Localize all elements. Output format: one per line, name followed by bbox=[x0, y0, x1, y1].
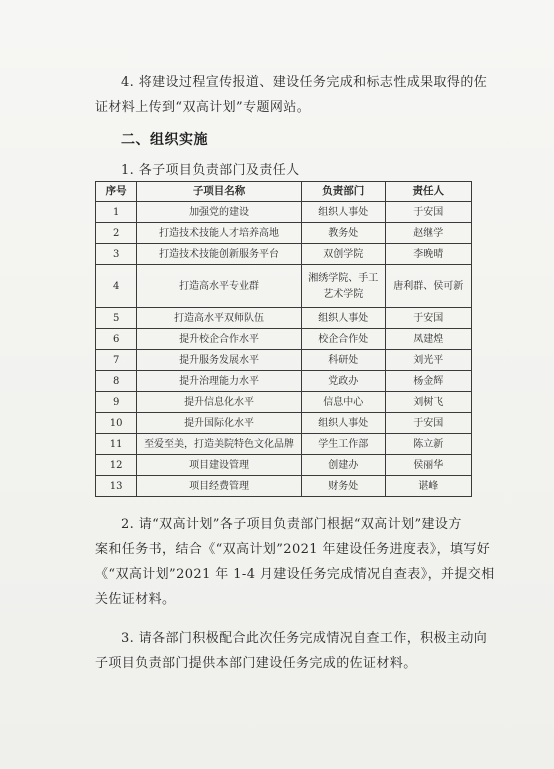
cell-dept-line: 艺术学院 bbox=[323, 288, 364, 300]
cell-no: 9 bbox=[96, 392, 137, 413]
cell-resp: 于安国 bbox=[385, 202, 471, 223]
header-dept: 负责部门 bbox=[301, 182, 385, 202]
cell-no: 10 bbox=[96, 413, 137, 434]
cell-resp: 刘光平 bbox=[385, 350, 471, 371]
cell-dept: 信息中心 bbox=[301, 392, 385, 413]
cell-name: 打造高水平双师队伍 bbox=[137, 308, 302, 329]
section-heading: 二、组织实施 bbox=[121, 132, 208, 148]
cell-name: 提升国际化水平 bbox=[137, 413, 302, 434]
table-row bbox=[96, 413, 472, 434]
cell-name: 项目建设管理 bbox=[137, 455, 302, 476]
table-row bbox=[96, 244, 472, 265]
cell-no: 13 bbox=[96, 476, 137, 497]
table-row bbox=[96, 265, 472, 308]
cell-no: 8 bbox=[96, 371, 137, 392]
table-subheading: 1. 各子项目负责部门及责任人 bbox=[121, 163, 300, 178]
cell-dept: 组织人事处 bbox=[301, 202, 385, 223]
cell-no: 5 bbox=[96, 308, 137, 329]
cell-no: 11 bbox=[96, 434, 137, 455]
cell-name: 项目经费管理 bbox=[137, 476, 302, 497]
table-header-row bbox=[96, 182, 472, 202]
cell-resp: 杨金辉 bbox=[385, 371, 471, 392]
table-row bbox=[96, 202, 472, 223]
table-row bbox=[96, 455, 472, 476]
paragraph-line: 证材料上传到“双高计划”专题网站。 bbox=[95, 100, 311, 115]
table-row bbox=[96, 308, 472, 329]
cell-resp: 凤建煌 bbox=[385, 329, 471, 350]
paragraph-upload-evidence bbox=[95, 70, 488, 120]
cell-dept: 组织人事处 bbox=[301, 413, 385, 434]
cell-name: 打造高水平专业群 bbox=[137, 265, 302, 308]
cell-resp: 赵继学 bbox=[385, 223, 471, 244]
paragraph-line: 2. 请“双高计划”各子项目负责部门根据“双高计划”建设方 bbox=[121, 517, 462, 532]
cell-dept: 党政办 bbox=[301, 371, 385, 392]
cell-name: 打造技术技能人才培养高地 bbox=[137, 223, 302, 244]
cell-dept: 科研处 bbox=[301, 350, 385, 371]
cell-dept: 学生工作部 bbox=[301, 434, 385, 455]
cell-resp: 陈立新 bbox=[385, 434, 471, 455]
paragraph-line: 子项目负责部门提供本部门建设任务完成的佐证材料。 bbox=[95, 656, 417, 671]
cell-resp: 唐利群、侯可新 bbox=[385, 265, 471, 308]
paragraph-self-check bbox=[95, 512, 495, 612]
cell-dept: 组织人事处 bbox=[301, 308, 385, 329]
header-no: 序号 bbox=[96, 182, 137, 202]
table-row bbox=[96, 476, 472, 497]
cell-dept-line: 湘绣学院、手工 bbox=[308, 272, 379, 284]
cell-no: 3 bbox=[96, 244, 137, 265]
cell-name: 提升服务发展水平 bbox=[137, 350, 302, 371]
table-row bbox=[96, 434, 472, 455]
cell-resp: 刘树飞 bbox=[385, 392, 471, 413]
cell-resp: 李晚晴 bbox=[385, 244, 471, 265]
cell-name: 至爱至美，打造美院特色文化品牌 bbox=[137, 434, 302, 455]
cell-no: 2 bbox=[96, 223, 137, 244]
cell-name: 打造技术技能创新服务平台 bbox=[137, 244, 302, 265]
cell-resp: 谌峰 bbox=[385, 476, 471, 497]
cell-resp: 侯丽华 bbox=[385, 455, 471, 476]
header-name: 子项目名称 bbox=[137, 182, 302, 202]
cell-dept: 双创学院 bbox=[301, 244, 385, 265]
cell-no: 1 bbox=[96, 202, 137, 223]
cell-dept-multiline bbox=[301, 265, 385, 308]
table-row bbox=[96, 350, 472, 371]
cell-dept: 创建办 bbox=[301, 455, 385, 476]
paragraph-line: 4. 将建设过程宣传报道、建设任务完成和标志性成果取得的佐 bbox=[121, 75, 488, 90]
cell-dept: 教务处 bbox=[301, 223, 385, 244]
cell-dept: 校企合作处 bbox=[301, 329, 385, 350]
paragraph-line: 关佐证材料。 bbox=[95, 592, 176, 607]
paragraph-line: 3. 请各部门积极配合此次任务完成情况自查工作，积极主动向 bbox=[121, 631, 488, 646]
paragraph-line: 《“双高计划”2021 年 1-4 月建设任务完成情况自查表》，并提交相 bbox=[95, 567, 495, 582]
paragraph-cooperation bbox=[95, 626, 488, 676]
paragraph-line: 案和任务书，结合《“双高计划”2021 年建设任务进度表》，填写好 bbox=[95, 542, 491, 557]
cell-name: 提升信息化水平 bbox=[137, 392, 302, 413]
cell-dept: 财务处 bbox=[301, 476, 385, 497]
cell-resp: 于安国 bbox=[385, 308, 471, 329]
cell-name: 加强党的建设 bbox=[137, 202, 302, 223]
cell-name: 提升治理能力水平 bbox=[137, 371, 302, 392]
responsibility-table bbox=[95, 181, 472, 497]
table-row bbox=[96, 223, 472, 244]
table-row bbox=[96, 329, 472, 350]
cell-name: 提升校企合作水平 bbox=[137, 329, 302, 350]
cell-no: 12 bbox=[96, 455, 137, 476]
cell-no: 6 bbox=[96, 329, 137, 350]
cell-no: 4 bbox=[96, 265, 137, 308]
cell-no: 7 bbox=[96, 350, 137, 371]
table-row bbox=[96, 392, 472, 413]
table-row bbox=[96, 371, 472, 392]
header-resp: 责任人 bbox=[385, 182, 471, 202]
cell-resp: 于安国 bbox=[385, 413, 471, 434]
